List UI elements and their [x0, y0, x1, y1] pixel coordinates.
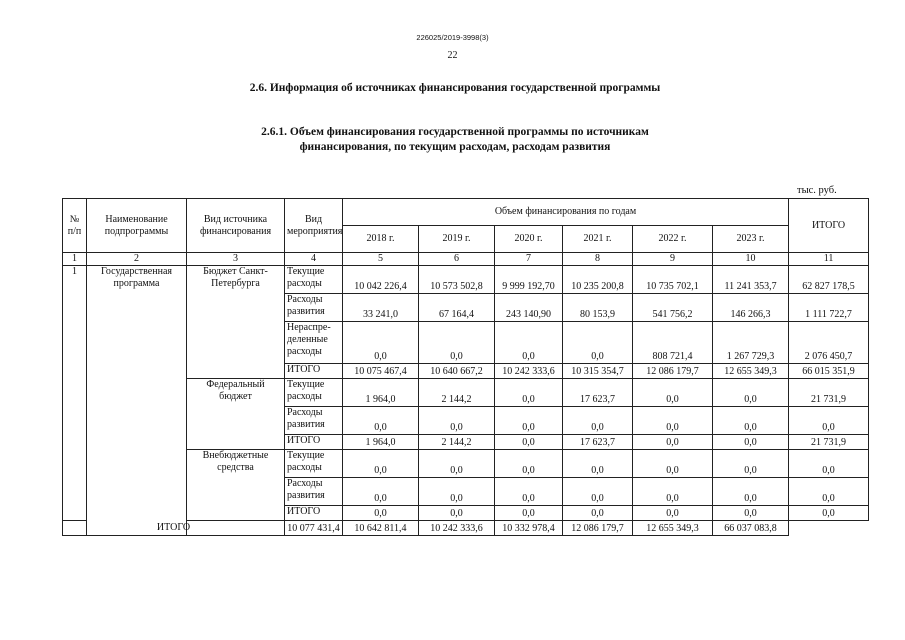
activity-type: Текущие расходы: [285, 450, 343, 478]
amount-cell: 10 242 333,6: [495, 364, 563, 379]
amount-cell: 0,0: [343, 407, 419, 435]
header-year: 2020 г.: [495, 226, 563, 253]
amount-cell: 0,0: [633, 506, 713, 521]
activity-type: Текущие расходы: [285, 379, 343, 407]
amount-cell: 0,0: [633, 450, 713, 478]
column-number: 8: [563, 253, 633, 266]
amount-cell: 0,0: [563, 450, 633, 478]
amount-cell: 10 573 502,8: [419, 266, 495, 294]
row-total-cell: 1 111 722,7: [789, 294, 869, 322]
amount-cell: 10 640 667,2: [419, 364, 495, 379]
column-number: 4: [285, 253, 343, 266]
amount-cell: 80 153,9: [563, 294, 633, 322]
header-year: 2023 г.: [713, 226, 789, 253]
amount-cell: 0,0: [343, 450, 419, 478]
column-number: 6: [419, 253, 495, 266]
column-number: 10: [713, 253, 789, 266]
activity-type: ИТОГО: [285, 506, 343, 521]
document-number: 226025/2019-3998(3): [416, 33, 489, 42]
amount-cell: 146 266,3: [713, 294, 789, 322]
amount-cell: 0,0: [419, 478, 495, 506]
amount-cell: 0,0: [343, 506, 419, 521]
amount-cell: 9 999 192,70: [495, 266, 563, 294]
funding-source: Федеральный бюджет: [187, 379, 285, 450]
amount-cell: 0,0: [495, 435, 563, 450]
amount-cell: 0,0: [495, 322, 563, 364]
amount-cell: 0,0: [713, 407, 789, 435]
grand-total-label: ИТОГО: [63, 521, 285, 536]
amount-cell: 0,0: [563, 407, 633, 435]
grand-total-cell: 10 077 431,4: [285, 521, 343, 536]
amount-cell: 0,0: [495, 407, 563, 435]
header-year: 2022 г.: [633, 226, 713, 253]
amount-cell: 0,0: [495, 478, 563, 506]
grand-total-cell: 66 037 083,8: [713, 521, 789, 536]
amount-cell: 11 241 353,7: [713, 266, 789, 294]
subprogram-name: Государственная программа: [87, 266, 187, 536]
header-subprogram: Наименование подпрограммы: [87, 199, 187, 253]
amount-cell: 0,0: [495, 506, 563, 521]
subsection-heading: 2.6.1. Объем финансирования государственной программы по источникам финансирования, по текущим расходам, расходам развития: [261, 126, 649, 153]
amount-cell: 10 042 226,4: [343, 266, 419, 294]
amount-cell: 0,0: [419, 407, 495, 435]
amount-cell: 10 075 467,4: [343, 364, 419, 379]
table-row: [63, 266, 869, 294]
column-number: 7: [495, 253, 563, 266]
activity-type: Расходы развития: [285, 407, 343, 435]
amount-cell: 33 241,0: [343, 294, 419, 322]
amount-cell: 0,0: [563, 478, 633, 506]
row-total-cell: 62 827 178,5: [789, 266, 869, 294]
amount-cell: 0,0: [495, 450, 563, 478]
amount-cell: 0,0: [563, 322, 633, 364]
amount-cell: 1 267 729,3: [713, 322, 789, 364]
grand-total-cell: 10 642 811,4: [343, 521, 419, 536]
row-total-cell: 0,0: [789, 407, 869, 435]
unit-label: тыс. руб.: [797, 185, 837, 196]
row-total-cell: 2 076 450,7: [789, 322, 869, 364]
grand-total-row: [63, 521, 869, 536]
amount-cell: 2 144,2: [419, 435, 495, 450]
amount-cell: 243 140,90: [495, 294, 563, 322]
amount-cell: 0,0: [713, 506, 789, 521]
row-total-cell: 21 731,9: [789, 379, 869, 407]
amount-cell: 541 756,2: [633, 294, 713, 322]
amount-cell: 0,0: [633, 379, 713, 407]
amount-cell: 12 086 179,7: [633, 364, 713, 379]
funding-source: Бюджет Санкт-Петербурга: [187, 266, 285, 379]
column-number: 2: [87, 253, 187, 266]
header-source: Вид источника финансирования: [187, 199, 285, 253]
amount-cell: 0,0: [419, 450, 495, 478]
header-activity-type: Вид мероприятия: [285, 199, 343, 253]
amount-cell: 67 164,4: [419, 294, 495, 322]
activity-type: ИТОГО: [285, 435, 343, 450]
activity-type: Расходы развития: [285, 478, 343, 506]
activity-type: Нераспре-деленные расходы: [285, 322, 343, 364]
amount-cell: 0,0: [495, 379, 563, 407]
amount-cell: 17 623,7: [563, 379, 633, 407]
column-number: 11: [789, 253, 869, 266]
column-number-row: [63, 253, 869, 266]
amount-cell: 0,0: [343, 322, 419, 364]
page-number: 22: [447, 50, 458, 61]
column-number: 1: [63, 253, 87, 266]
amount-cell: 0,0: [563, 506, 633, 521]
row-total-cell: 0,0: [789, 506, 869, 521]
amount-cell: 10 315 354,7: [563, 364, 633, 379]
amount-cell: 12 655 349,3: [713, 364, 789, 379]
amount-cell: 0,0: [713, 435, 789, 450]
header-year: 2019 г.: [419, 226, 495, 253]
grand-total-cell: 12 655 349,3: [633, 521, 713, 536]
amount-cell: 0,0: [633, 478, 713, 506]
amount-cell: 10 735 702,1: [633, 266, 713, 294]
row-total-cell: 0,0: [789, 478, 869, 506]
amount-cell: 10 235 200,8: [563, 266, 633, 294]
row-total-cell: 21 731,9: [789, 435, 869, 450]
header-num: № п/п: [63, 199, 87, 253]
header-year: 2018 г.: [343, 226, 419, 253]
row-total-cell: 0,0: [789, 450, 869, 478]
amount-cell: 0,0: [713, 478, 789, 506]
grand-total-cell: 10 242 333,6: [419, 521, 495, 536]
amount-cell: 808 721,4: [633, 322, 713, 364]
header-volume: Объем финансирования по годам: [343, 199, 789, 226]
column-number: 9: [633, 253, 713, 266]
amount-cell: 0,0: [633, 435, 713, 450]
grand-total-cell: 12 086 179,7: [563, 521, 633, 536]
header-total: ИТОГО: [789, 199, 869, 253]
activity-type: Расходы развития: [285, 294, 343, 322]
amount-cell: 1 964,0: [343, 435, 419, 450]
activity-type: Текущие расходы: [285, 266, 343, 294]
section-heading: 2.6. Информация об источниках финансирования государственной программы: [249, 82, 661, 94]
row-total-cell: 66 015 351,9: [789, 364, 869, 379]
amount-cell: 17 623,7: [563, 435, 633, 450]
amount-cell: 2 144,2: [419, 379, 495, 407]
amount-cell: 1 964,0: [343, 379, 419, 407]
column-number: 5: [343, 253, 419, 266]
grand-total-cell: 10 332 978,4: [495, 521, 563, 536]
amount-cell: 0,0: [633, 407, 713, 435]
amount-cell: 0,0: [343, 478, 419, 506]
activity-type: ИТОГО: [285, 364, 343, 379]
header-year: 2021 г.: [563, 226, 633, 253]
financing-table: [62, 198, 869, 536]
row-number: 1: [63, 266, 87, 521]
amount-cell: 0,0: [419, 322, 495, 364]
column-number: 3: [187, 253, 285, 266]
amount-cell: 0,0: [713, 379, 789, 407]
amount-cell: 0,0: [713, 450, 789, 478]
funding-source: Внебюджетные средства: [187, 450, 285, 521]
amount-cell: 0,0: [419, 506, 495, 521]
